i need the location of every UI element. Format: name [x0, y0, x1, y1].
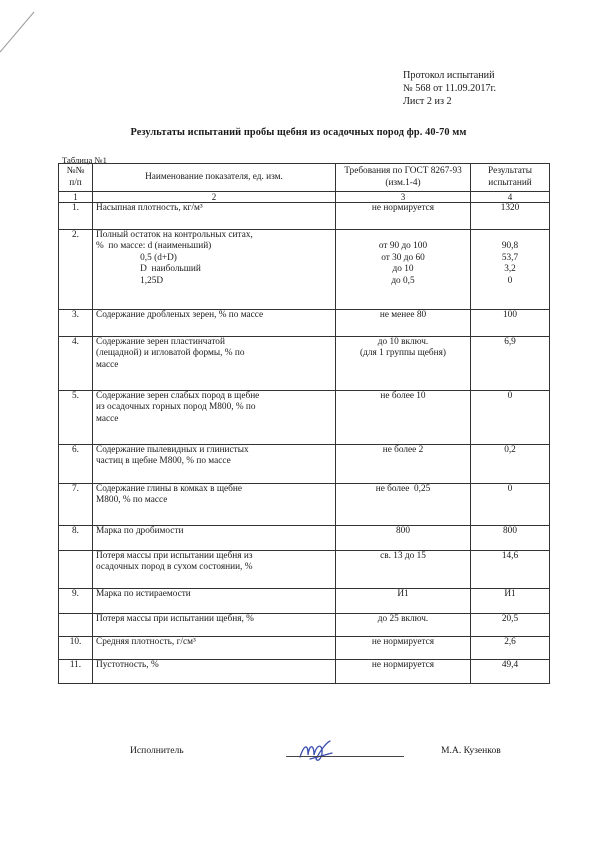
- indicator-name: Содержание глины в комках в щебне М800, % по массе: [93, 484, 336, 526]
- column-number: 1: [59, 192, 93, 203]
- requirement-value: не нормируется: [336, 660, 471, 684]
- table-row: [59, 660, 550, 684]
- row-number: [59, 614, 93, 637]
- table-row: [59, 310, 550, 337]
- indicator-name: Средняя плотность, г/см³: [93, 637, 336, 660]
- row-number: 6.: [59, 445, 93, 484]
- result-value: 6,9: [471, 337, 550, 391]
- protocol-number-date: № 568 от 11.09.2017г.: [403, 83, 497, 94]
- row-number: 5.: [59, 391, 93, 445]
- result-value: 0: [471, 391, 550, 445]
- indicator-name: Потеря массы при испытании щебня, %: [93, 614, 336, 637]
- result-value: 0: [471, 484, 550, 526]
- indicator-name: Марка по истираемости: [93, 589, 336, 614]
- column-number: 3: [336, 192, 471, 203]
- requirement-value: от 90 до 100 от 30 до 60 до 10 до 0,5: [336, 230, 471, 310]
- result-value: 90,8 53,7 3,2 0: [471, 230, 550, 310]
- table-caption: Таблица №1: [62, 155, 107, 165]
- table-body: [59, 203, 550, 684]
- handwritten-signature: [296, 737, 340, 767]
- result-value: 14,6: [471, 551, 550, 589]
- column-header-num: №№ п/п: [59, 164, 93, 192]
- row-number: 1.: [59, 203, 93, 230]
- signature-line: [286, 756, 404, 757]
- indicator-name: Потеря массы при испытании щебня из осадочных пород в сухом состоянии, %: [93, 551, 336, 589]
- table-row: [59, 589, 550, 614]
- scan-fold-mark: [0, 0, 60, 60]
- indicator-name: Содержание дробленых зерен, % по массе: [93, 310, 336, 337]
- table-row: [59, 614, 550, 637]
- row-number: 9.: [59, 589, 93, 614]
- indicator-name: Насыпная плотность, кг/м³: [93, 203, 336, 230]
- requirement-value: И1: [336, 589, 471, 614]
- row-number: 7.: [59, 484, 93, 526]
- row-number: 4.: [59, 337, 93, 391]
- column-number: 4: [471, 192, 550, 203]
- indicator-name: Содержание зерен слабых пород в щебне из осадочных горных пород М800, % по массе: [93, 391, 336, 445]
- indicator-name: Полный остаток на контрольных ситах, % по массе: d (наименьший) 0,5 (d+D) D наибольший 1,25D: [93, 230, 336, 310]
- table-header-row: [59, 164, 550, 192]
- column-numbers-row: [59, 192, 550, 203]
- requirement-value: 800: [336, 526, 471, 551]
- row-number: 3.: [59, 310, 93, 337]
- indicator-name: Марка по дробимости: [93, 526, 336, 551]
- results-table: [58, 163, 550, 684]
- requirement-value: не нормируется: [336, 203, 471, 230]
- requirement-value: до 25 включ.: [336, 614, 471, 637]
- result-value: 2,6: [471, 637, 550, 660]
- column-header-results: Результаты испытаний: [471, 164, 550, 192]
- result-value: 20,5: [471, 614, 550, 637]
- row-number: 11.: [59, 660, 93, 684]
- result-value: 49,4: [471, 660, 550, 684]
- requirement-value: не более 2: [336, 445, 471, 484]
- column-number: 2: [93, 192, 336, 203]
- result-value: 100: [471, 310, 550, 337]
- requirement-value: не менее 80: [336, 310, 471, 337]
- requirement-value: до 10 включ. (для 1 группы щебня): [336, 337, 471, 391]
- sheet-number: Лист 2 из 2: [403, 96, 452, 107]
- requirement-value: не более 10: [336, 391, 471, 445]
- row-number: 2.: [59, 230, 93, 310]
- table-row: [59, 484, 550, 526]
- table-row: [59, 551, 550, 589]
- requirement-value: не более 0,25: [336, 484, 471, 526]
- protocol-title: Протокол испытаний: [403, 70, 495, 81]
- table-row: [59, 337, 550, 391]
- result-value: И1: [471, 589, 550, 614]
- table-row: [59, 203, 550, 230]
- signature-person: М.А. Кузенков: [441, 745, 501, 756]
- protocol-header: [403, 69, 496, 108]
- row-number: [59, 551, 93, 589]
- column-header-name: Наименование показателя, ед. изм.: [93, 164, 336, 192]
- table-row: [59, 391, 550, 445]
- table-row: [59, 637, 550, 660]
- indicator-name: Содержание пылевидных и глинистых частиц в щебне М800, % по массе: [93, 445, 336, 484]
- document-title: Результаты испытаний пробы щебня из осадочных пород фр. 40-70 мм: [130, 127, 467, 138]
- table-row: [59, 230, 550, 310]
- table-row: [59, 445, 550, 484]
- signature-role: Исполнитель: [130, 745, 184, 756]
- result-value: 800: [471, 526, 550, 551]
- result-value: 1320: [471, 203, 550, 230]
- row-number: 8.: [59, 526, 93, 551]
- requirement-value: не нормируется: [336, 637, 471, 660]
- result-value: 0,2: [471, 445, 550, 484]
- column-header-requirements: Требования по ГОСТ 8267-93 (изм.1-4): [336, 164, 471, 192]
- indicator-name: Содержание зерен пластинчатой (лещадной) и игловатой формы, % по массе: [93, 337, 336, 391]
- row-number: 10.: [59, 637, 93, 660]
- table-row: [59, 526, 550, 551]
- requirement-value: св. 13 до 15: [336, 551, 471, 589]
- indicator-name: Пустотность, %: [93, 660, 336, 684]
